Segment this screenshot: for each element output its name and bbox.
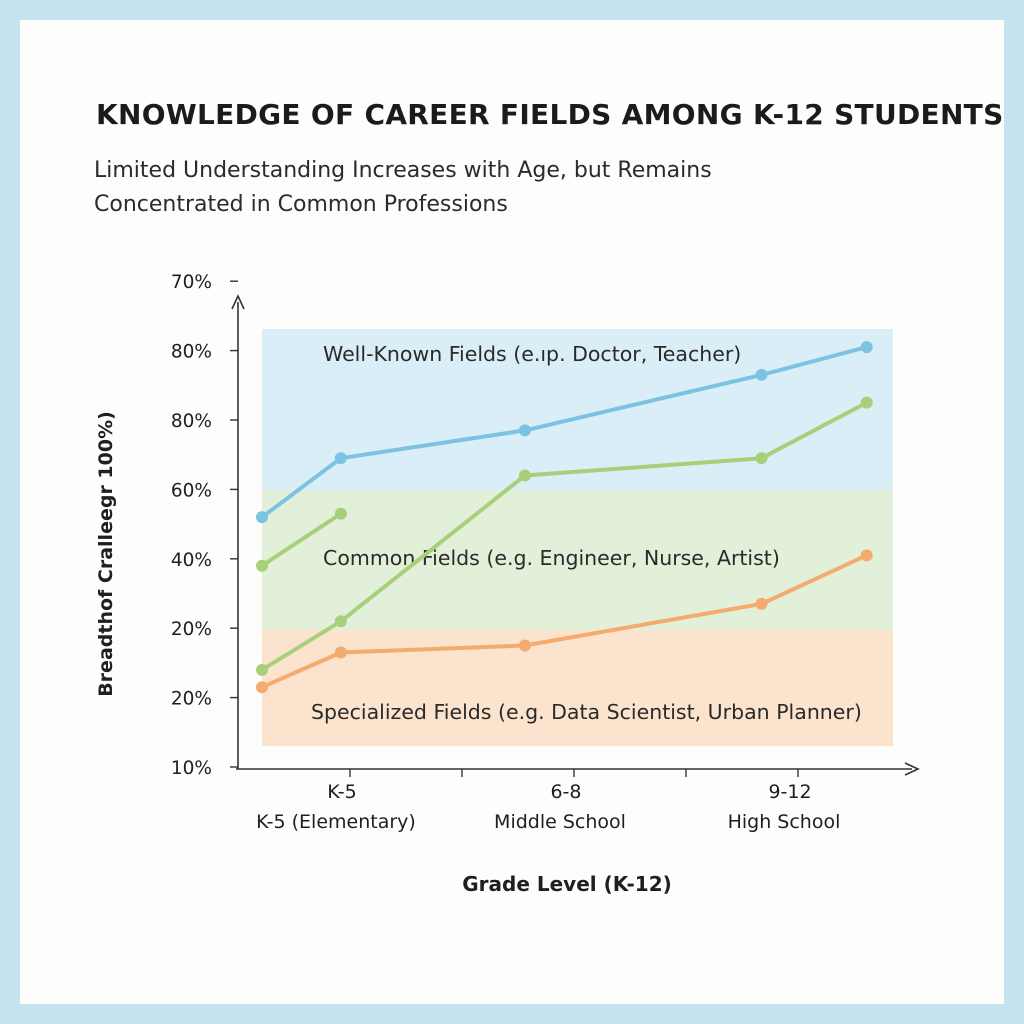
data-point: [256, 681, 268, 693]
data-point: [335, 615, 347, 627]
y-tick-label: 60%: [170, 480, 212, 502]
band-label-1: Well-Known Fields (e.ıp. Doctor, Teacher): [323, 342, 742, 366]
data-point: [256, 511, 268, 523]
data-point: [861, 341, 873, 353]
data-point: [335, 452, 347, 464]
data-point: [256, 664, 268, 676]
y-axis-title: Breadthof Cralleegr 100%): [95, 411, 117, 697]
y-tick-label: 20%: [170, 688, 212, 710]
y-tick-label: 10%: [170, 758, 212, 779]
x-tick-label: 9-12: [768, 781, 812, 803]
chart-title: KNOWLEDGE OF CAREER FIELDS AMONG K-12 STUDENTS: [96, 98, 1004, 131]
x-tick-label: 6-8: [550, 781, 582, 803]
band-label-3: Specialized Fields (e.g. Data Scientist, Urban Planner): [311, 700, 862, 724]
data-point: [519, 424, 531, 436]
x-tick-sublabel: High School: [727, 811, 841, 833]
band-label-2: Common Fields (e.g. Engineer, Nurse, Artist): [323, 546, 780, 570]
y-tick-label: 40%: [170, 549, 212, 571]
subtitle-line-1: Limited Understanding Increases with Age, but Remains: [94, 158, 712, 183]
subtitle-line-2: Concentrated in Common Professions: [94, 192, 508, 217]
data-point: [335, 646, 347, 658]
data-point: [756, 452, 768, 464]
data-point: [756, 369, 768, 381]
y-tick-label: 20%: [170, 619, 212, 641]
data-point: [335, 508, 347, 520]
data-point: [861, 397, 873, 409]
y-tick-label: 80%: [170, 341, 212, 363]
band-3: [262, 630, 893, 746]
x-axis-title: Grade Level (K-12): [462, 872, 672, 896]
data-point: [861, 549, 873, 561]
y-tick-label: 80%: [170, 411, 212, 432]
x-tick-sublabel: K-5 (Elementary): [256, 811, 416, 833]
data-point: [519, 640, 531, 652]
x-tick-label: K-5: [327, 781, 357, 803]
data-point: [519, 470, 531, 482]
data-point: [256, 560, 268, 572]
y-tick-label: 70%: [170, 272, 212, 294]
x-tick-sublabel: Middle School: [494, 811, 626, 833]
data-point: [756, 598, 768, 610]
